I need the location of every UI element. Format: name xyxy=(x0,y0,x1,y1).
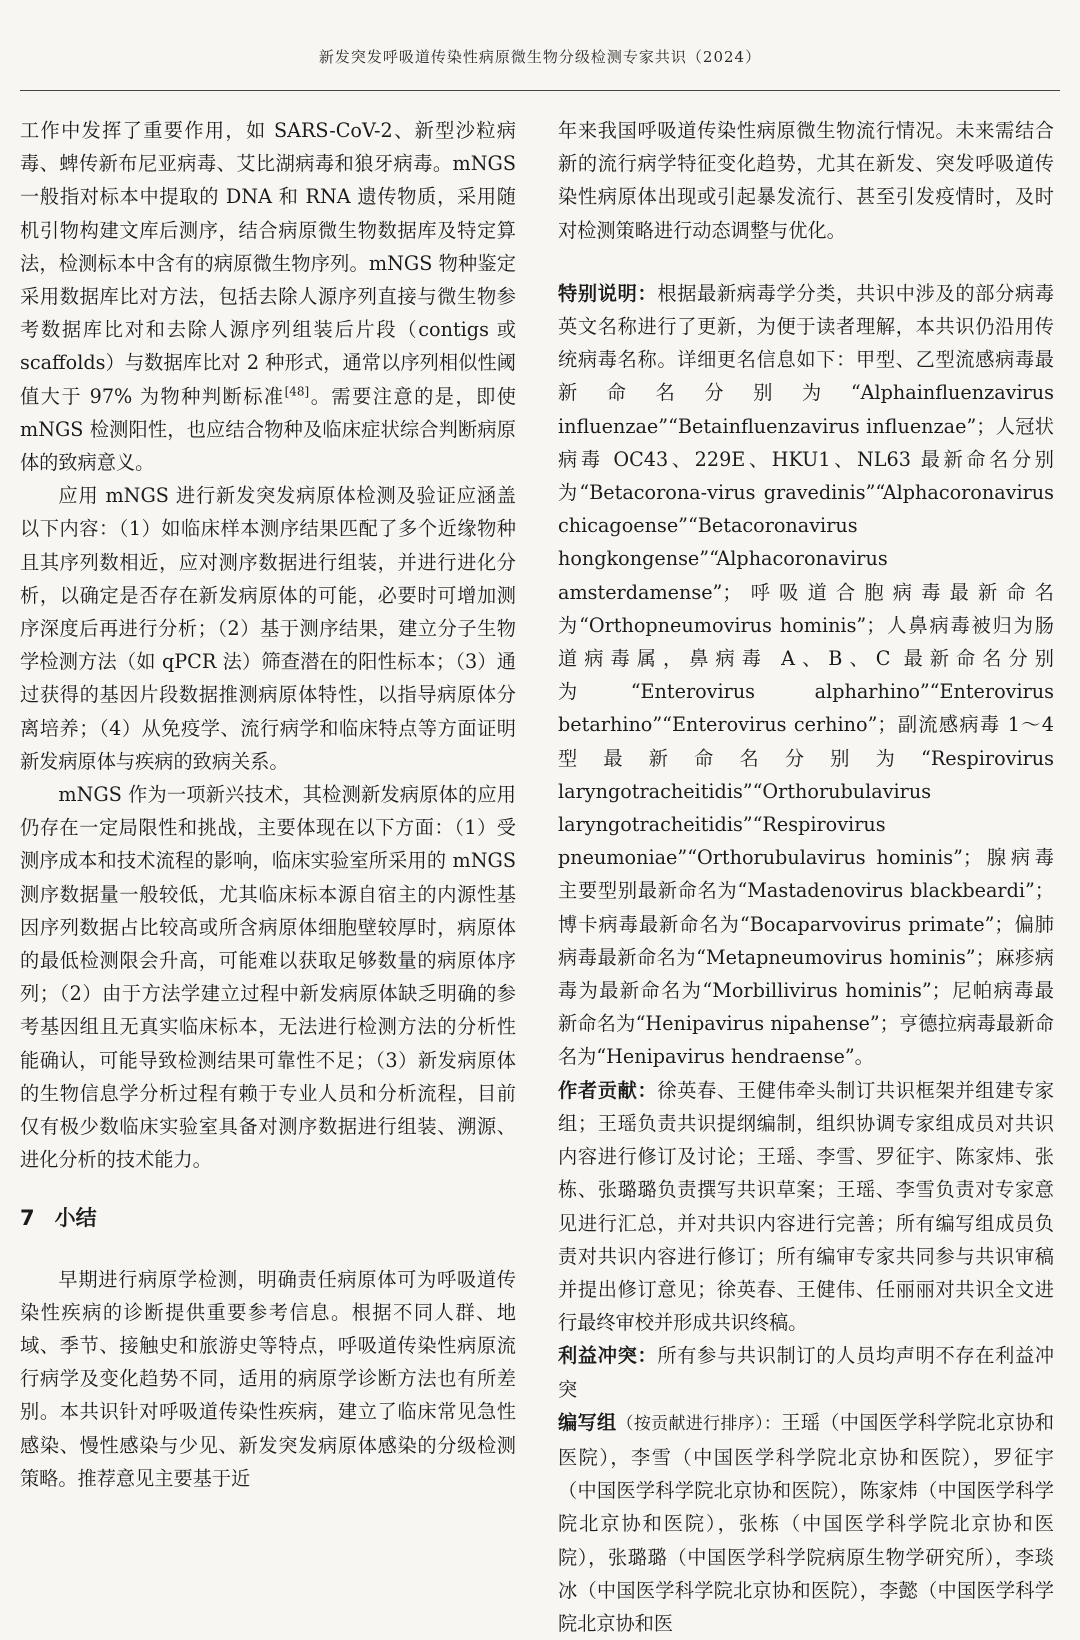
conflict-of-interest-text: 所有参与共识制订的人员均声明不存在利益冲突 xyxy=(558,1344,1055,1401)
special-note-label: 特别说明： xyxy=(558,281,658,305)
conflict-of-interest xyxy=(558,1339,1054,1405)
writing-group-note: （按贡献进行排序）： xyxy=(616,1413,782,1434)
header-rule xyxy=(20,90,1060,91)
special-note xyxy=(558,277,1054,1074)
paragraph-summary-continued: 年来我国呼吸道传染性病原微生物流行情况。未来需结合新的流行病学特征变化趋势，尤其在新发、突发呼吸道传染性病原体出现或引起暴发流行、甚至引发疫情时，及时对检测策略进行动态调整与优化。 xyxy=(558,119,1054,242)
paragraph-mngs-intro xyxy=(20,114,516,479)
right-column xyxy=(558,114,1055,1635)
section-title: 小结 xyxy=(54,1205,97,1230)
author-contributions xyxy=(558,1074,1054,1340)
section-number: 7 xyxy=(20,1205,35,1230)
paragraph-mngs-intro-text: 工作中发挥了重要作用，如 SARS-CoV-2、新型沙粒病毒、蜱传新布尼亚病毒、艾比湖病毒和狼牙病毒。mNGS 一般指对标本中提取的 DNA 和 RNA 遗传物质，采用随机引物构建文库后测序，结合病原微生物数据库及特定算法，检测标本中含有的病原微生物序列。mNGS 物种鉴定采用数据库比对方法，包括去除人源序列直接与微生物参考数据库比对和去除人源序列组装后片段（contigs 或 scaffolds）与数据库比对 2 种形式，通常以序列相似性阈值大于 97% 为物种判断标准 xyxy=(20,119,516,408)
citation-48[interactable]: [48] xyxy=(284,384,310,399)
author-contributions-text: 徐英春、王健伟牵头制订共识框架并组建专家组；王瑶负责共识提纲编制，组织协调专家组成员对共识内容进行修订及讨论；王瑶、李雪、罗征宇、陈家炜、张栋、张璐璐负责撰写共识草案；王瑶、李雪负责对专家意见进行汇总，并对共识内容进行完善；所有编写组成员负责对共识内容进行修订；所有编审专家共同参与共识审稿并提出修订意见；徐英春、王健伟、任丽丽对共识全文进行最终审校并形成共识终稿。 xyxy=(558,1078,1055,1335)
section-heading-summary xyxy=(20,1203,516,1233)
writing-group-text: 王瑶（中国医学科学院北京协和医院），李雪（中国医学科学院北京协和医院），罗征宇（中国医学科学院北京协和医院），陈家炜（中国医学科学院北京协和医院），张栋（中国医学科学院北京协和医院），张璐璐（中国医学科学院病原生物学研究所），李琰冰（中国医学科学院北京协和医院），李懿（中国医学科学院北京协和医 xyxy=(558,1410,1055,1635)
author-contributions-label: 作者贡献： xyxy=(558,1078,658,1102)
paragraph-mngs-limitations: mNGS 作为一项新兴技术，其检测新发病原体的应用仍存在一定局限性和挑战，主要体现在以下方面：（1）受测序成本和技术流程的影响，临床实验室所采用的 mNGS 测序数据量一般较低，尤其临床标本源自宿主的内源性基因序列数据占比较高或所含病原体细胞壁较厚时，病原体的最低检测限会升高，可能难以获取足够数量的病原体序列；（2）由于方法学建立过程中新发病原体缺乏明确的参考基因组且无真实临床标本，无法进行检测方法的分析性能确认，可能导致检测结果可靠性不足；（3）新发病原体的生物信息学分析过程有赖于专业人员和分析流程，目前仅有极少数临床实验室具备对测序数据进行组装、溯源、进化分析的技术能力。 xyxy=(20,783,516,1172)
paragraph-mngs-intro-tail: 。需要注意的是，即使 mNGS 检测阳性，也应结合物种及临床症状综合判断病原体的致病意义。 xyxy=(20,384,516,475)
writing-group-label: 编写组 xyxy=(558,1410,617,1434)
writing-group xyxy=(558,1406,1054,1640)
conflict-of-interest-label: 利益冲突： xyxy=(558,1344,658,1368)
paragraph-summary: 早期进行病原学检测，明确责任病原体可为呼吸道传染性疾病的诊断提供重要参考信息。根据不同人群、地域、季节、接触史和旅游史等特点，呼吸道传染性病原流行病学及变化趋势不同，适用的病原学诊断方法也有所差别。本共识针对呼吸道传染性疾病，建立了临床常见急性感染、慢性感染与少见、新发突发病原体感染的分级检测策略。推荐意见主要基于近 xyxy=(20,1267,516,1490)
special-note-text: 根据最新病毒学分类，共识中涉及的部分病毒英文名称进行了更新，为便于读者理解，本共识仍沿用传统病毒名称。详细更名信息如下：甲型、乙型流感病毒最新命名分别为“Alphainfluenzavirus influenzae”“Betainfluenzavirus influenzae”；人冠状病毒 OC43、229E、HKU1、NL63 最新命名分别为“Betacorona-virus gravedinis”“Alphacoronavirus chicagoense”“Betacoronavirus hongkongense”“Alphacoronavirus amsterdamense”；呼吸道合胞病毒最新命名为“Orthopneumovirus hominis”；人鼻病毒被归为肠道病毒属，鼻病毒 A、B、C 最新命名分别为“Enterovirus alpharhino”“Enterovirus betarhino”“Enterovirus cerhino”；副流感病毒 1～4 型最新命名分别为“Respirovirus laryngotracheitidis”“Orthorubulavirus laryngotracheitidis”“Respirovirus pneumoniae”“Orthorubulavirus hominis”；腺病毒主要型别最新命名为“Mastadenovirus blackbeardi”；博卡病毒最新命名为“Bocaparvovirus primate”；偏肺病毒最新命名为“Metapneumovirus hominis”；麻疹病毒为最新命名为“Morbillivirus hominis”；尼帕病毒最新命名为“Henipavirus nipahense”；亨德拉病毒最新命名为“Henipavirus hendraense”。 xyxy=(558,281,1055,1069)
left-column xyxy=(20,114,516,1581)
paragraph-mngs-validation: 应用 mNGS 进行新发突发病原体检测及验证应涵盖以下内容：（1）如临床样本测序结果匹配了多个近缘物种且其序列数相近，应对测序数据进行组装，并进行进化分析，以确定是否存在新发病原体的可能，必要时可增加测序深度后再进行分析；（2）基于测序结果，建立分子生物学检测方法（如 qPCR 法）筛查潜在的阳性标本；（3）通过获得的基因片段数据推测病原体特性，以指导病原体分离培养；（4）从免疫学、流行病学和临床特点等方面证明新发病原体与疾病的致病关系。 xyxy=(20,484,516,773)
running-title: 新发突发呼吸道传染性病原微生物分级检测专家共识（2024） xyxy=(318,48,762,66)
